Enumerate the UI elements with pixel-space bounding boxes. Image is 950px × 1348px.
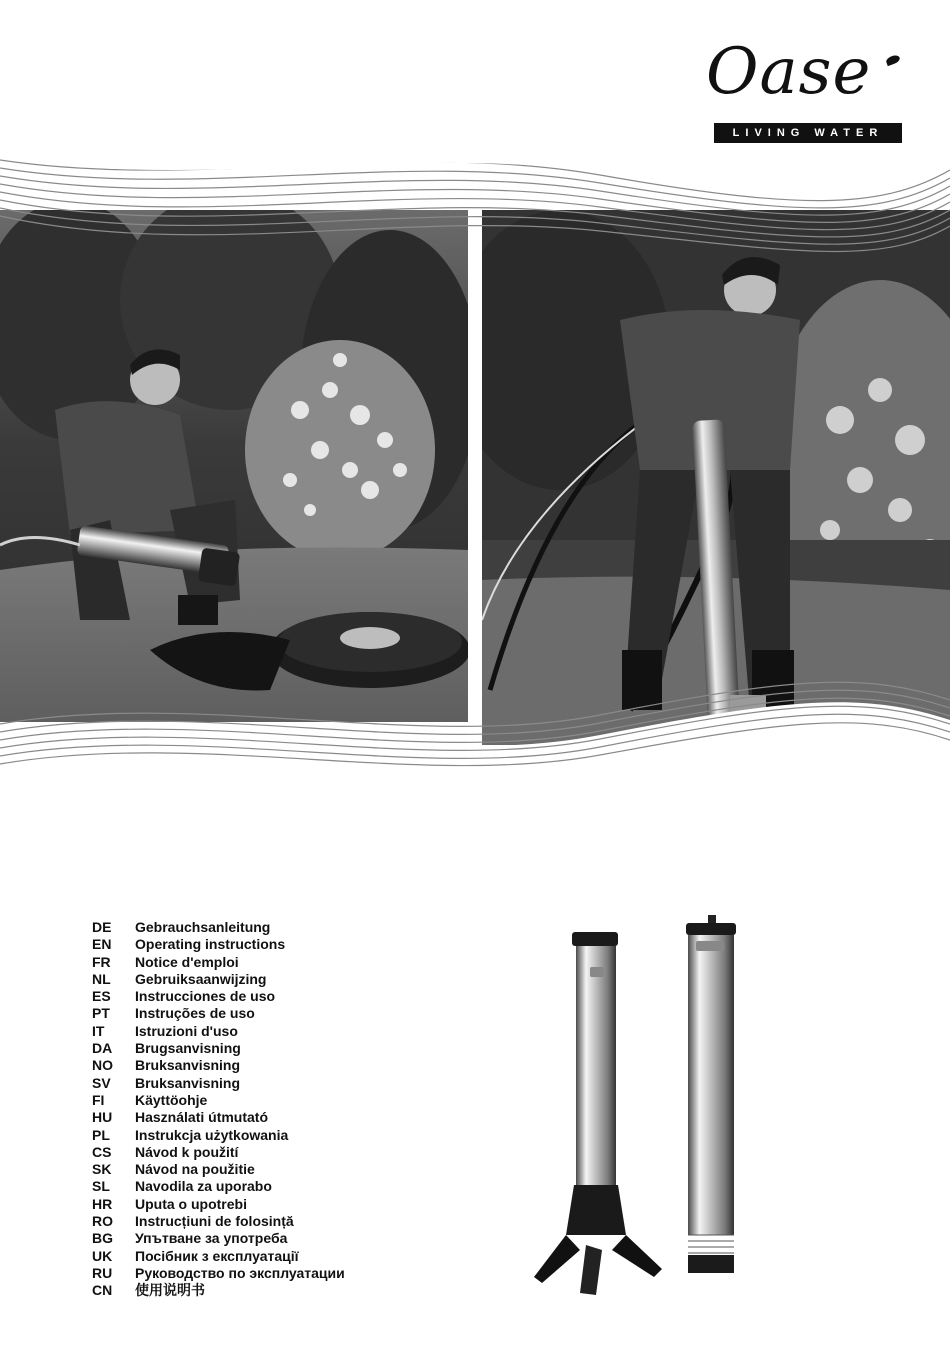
language-title: Instrukcja użytkowania xyxy=(135,1126,289,1143)
language-row xyxy=(92,1109,345,1126)
language-code: PL xyxy=(92,1126,110,1143)
photo-man-kneeling-with-pump-icon xyxy=(0,190,480,750)
language-row xyxy=(92,919,345,936)
photo-man-lowering-pump-icon xyxy=(450,210,950,750)
language-title: Navodila za uporabo xyxy=(135,1178,272,1195)
language-code: UK xyxy=(92,1247,113,1264)
language-code: CS xyxy=(92,1143,112,1160)
language-code: SK xyxy=(92,1161,112,1178)
language-title: Istruzioni d'uso xyxy=(135,1022,238,1039)
language-row xyxy=(92,1178,345,1195)
language-row xyxy=(92,1144,345,1161)
language-row xyxy=(92,971,345,988)
language-list xyxy=(92,919,345,1300)
language-code: HR xyxy=(92,1195,113,1212)
language-title: Gebrauchsanleitung xyxy=(135,919,271,935)
language-title: Bruksanvisning xyxy=(135,1074,241,1091)
language-row xyxy=(92,1213,345,1230)
language-code: EN xyxy=(92,936,112,953)
language-code: HU xyxy=(92,1109,113,1126)
brand-drop-icon xyxy=(885,54,901,66)
language-row xyxy=(92,1092,345,1109)
language-title: Notice d'emploi xyxy=(135,953,239,970)
language-row xyxy=(92,988,345,1005)
language-title: Instrucciones de uso xyxy=(135,988,276,1005)
language-code: BG xyxy=(92,1230,113,1247)
language-title: Käyttöohje xyxy=(135,1091,208,1108)
language-title: Használati útmutató xyxy=(135,1109,269,1126)
language-title: Brugsanvisning xyxy=(135,1040,241,1057)
language-title: Návod na použitie xyxy=(135,1161,255,1178)
language-row xyxy=(92,1161,345,1178)
language-title: Instrucțiuni de folosință xyxy=(135,1213,294,1230)
language-row xyxy=(92,1057,345,1074)
language-code: FR xyxy=(92,953,111,970)
language-row xyxy=(92,1265,345,1282)
language-code: SV xyxy=(92,1074,111,1091)
language-row xyxy=(92,1005,345,1022)
language-code: NL xyxy=(92,970,111,987)
pump-with-stand-icon xyxy=(534,932,662,1295)
language-title: Посібник з експлуатації xyxy=(135,1247,299,1264)
language-row xyxy=(92,1127,345,1144)
language-row xyxy=(92,1196,345,1213)
language-title: Uputa o upotrebi xyxy=(135,1195,247,1212)
language-code: CN xyxy=(92,1282,113,1299)
language-title: Návod k použití xyxy=(135,1143,239,1160)
language-code: RU xyxy=(92,1264,113,1281)
language-title: Operating instructions xyxy=(135,936,286,953)
pump-tube-icon xyxy=(686,915,736,1273)
language-row xyxy=(92,1248,345,1265)
brand-wordmark: Oase xyxy=(706,35,872,109)
brand-logo xyxy=(700,35,910,150)
language-code: SL xyxy=(92,1178,110,1195)
language-code: FI xyxy=(92,1091,105,1108)
language-code: DE xyxy=(92,919,112,935)
language-code: RO xyxy=(92,1213,113,1230)
language-code: IT xyxy=(92,1022,105,1039)
language-row xyxy=(92,1230,345,1247)
language-title: Руководство по эксплуатации xyxy=(135,1264,345,1281)
language-row xyxy=(92,936,345,953)
language-row xyxy=(92,954,345,971)
language-row xyxy=(92,1282,345,1299)
product-images xyxy=(520,905,780,1305)
language-title: 使用说明书 xyxy=(135,1282,205,1299)
language-code: NO xyxy=(92,1057,113,1074)
language-title: Упътване за употреба xyxy=(135,1230,288,1247)
language-code: ES xyxy=(92,988,111,1005)
language-title: Bruksanvisning xyxy=(135,1057,241,1074)
language-title: Gebruiksaanwijzing xyxy=(135,970,267,987)
language-row xyxy=(92,1040,345,1057)
language-row xyxy=(92,1075,345,1092)
brand-tagline: LIVING WATER xyxy=(714,123,902,143)
hero-photo-band xyxy=(0,150,950,790)
language-code: PT xyxy=(92,1005,110,1022)
language-title: Instruções de uso xyxy=(135,1005,255,1022)
language-code: DA xyxy=(92,1040,113,1057)
language-row xyxy=(92,1023,345,1040)
